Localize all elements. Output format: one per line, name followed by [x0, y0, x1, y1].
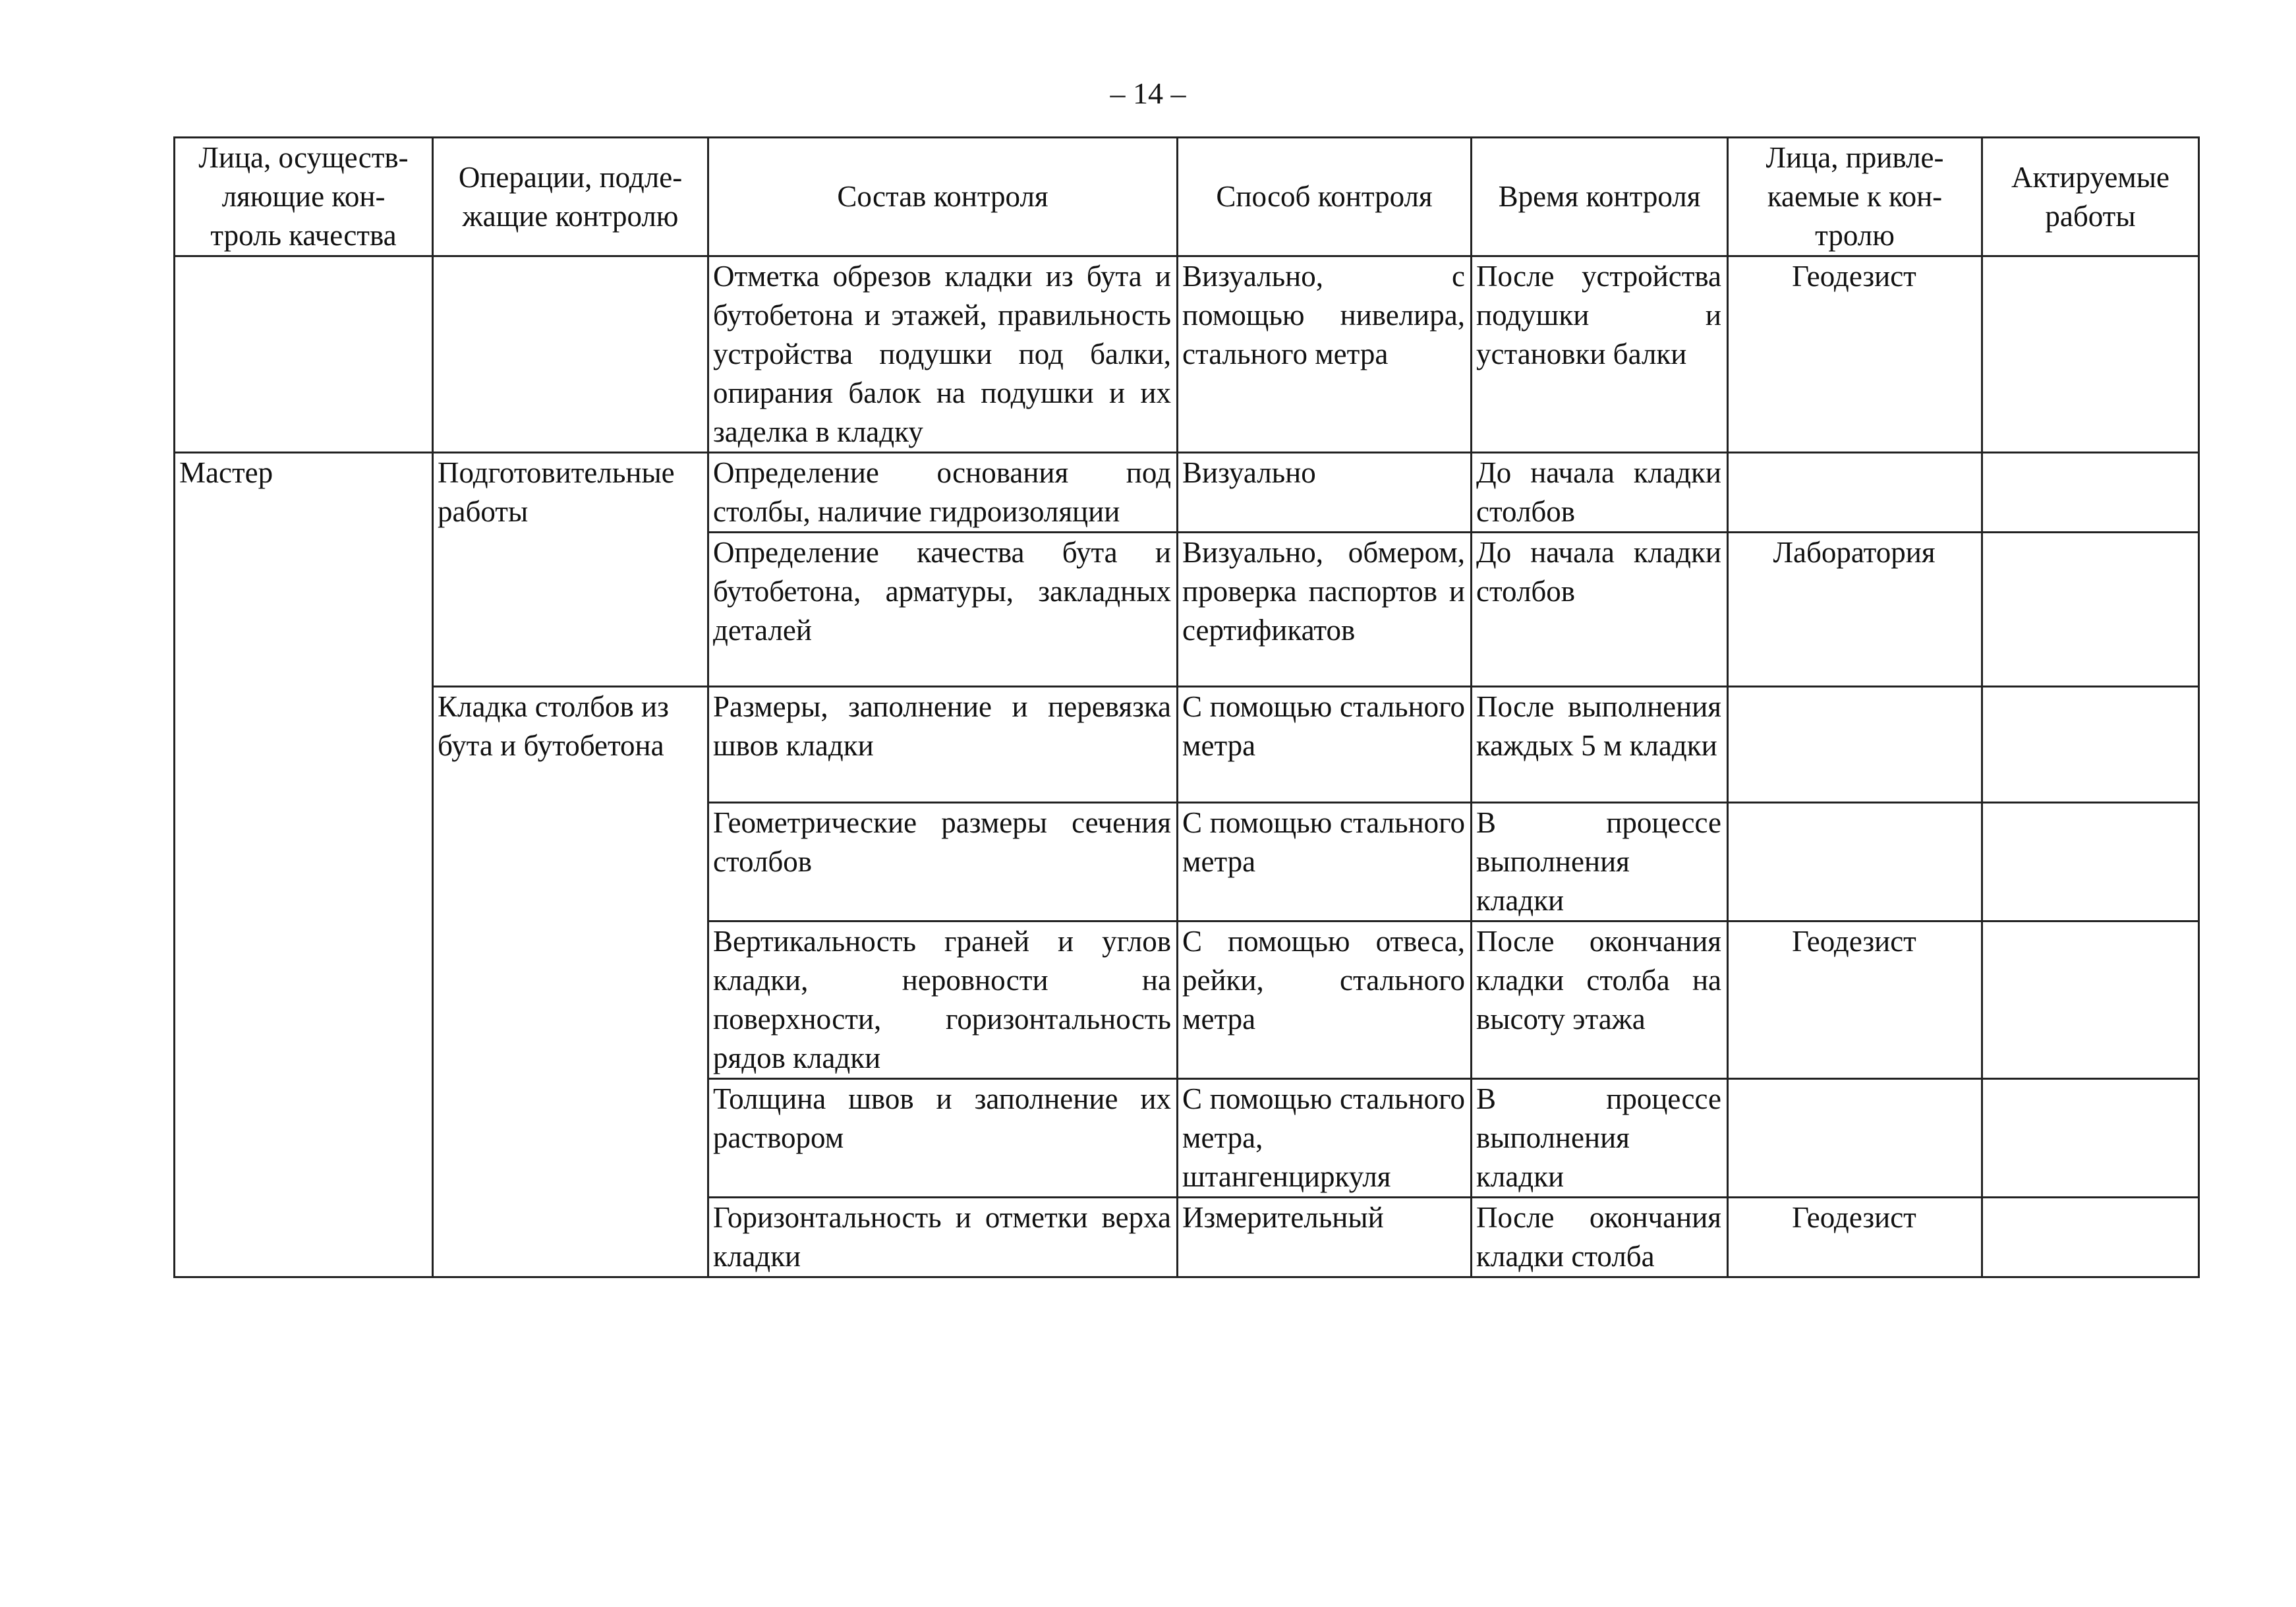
cell-acts [1982, 453, 2199, 533]
header-row [175, 138, 2199, 256]
header-acts: Актируемые работы [1982, 138, 2199, 256]
header-time: Время контроля [1472, 138, 1728, 256]
cell-acts [1982, 921, 2199, 1079]
cell-method: Визуально, обмером, проверка паспортов и сертификатов [1178, 533, 1472, 687]
cell-acts [1982, 256, 2199, 453]
cell-acts [1982, 1079, 2199, 1198]
table-row [175, 256, 2199, 453]
cell-method: Визуально, с помощью нивелира, стального метра [1178, 256, 1472, 453]
cell-time: До начала кладки столбов [1472, 453, 1728, 533]
cell-composition: Толщина швов и заполнение их раствором [708, 1079, 1178, 1198]
cell-composition: Горизонтальность и отметки верха кладки [708, 1198, 1178, 1277]
cell-person [175, 256, 433, 453]
quality-control-table [173, 136, 2200, 1278]
table-row [175, 453, 2199, 533]
cell-operation: Подготовительные работы [433, 453, 708, 687]
cell-time: После выполнения каждых 5 м кладки [1472, 687, 1728, 803]
cell-involved [1728, 1079, 1982, 1198]
cell-involved [1728, 453, 1982, 533]
cell-composition: Размеры, заполнение и перевязка швов кладки [708, 687, 1178, 803]
cell-person: Мастер [175, 453, 433, 1277]
header-operations: Операции, подле- жащие контролю [433, 138, 708, 256]
cell-involved [1728, 803, 1982, 921]
cell-time: После окончания кладки столба на высоту этажа [1472, 921, 1728, 1079]
cell-operation: Кладка столбов из бута и бутобетона [433, 687, 708, 1277]
cell-acts [1982, 533, 2199, 687]
cell-acts [1982, 803, 2199, 921]
cell-composition: Вертикальность граней и углов кладки, неровности на поверхности, горизонтальность рядов кладки [708, 921, 1178, 1079]
cell-method: Измерительный [1178, 1198, 1472, 1277]
cell-time: В процессе выполнения кладки [1472, 803, 1728, 921]
page-number: – 14 – [1110, 76, 1186, 110]
cell-method: С помощью стального метра [1178, 803, 1472, 921]
cell-composition: Определение качества бута и бутобетона, арматуры, закладных деталей [708, 533, 1178, 687]
cell-method: С помощью стального метра, штангенциркуля [1178, 1079, 1472, 1198]
cell-composition: Геометрические размеры сечения столбов [708, 803, 1178, 921]
cell-time: После устройства подушки и установки балки [1472, 256, 1728, 453]
cell-method: С помощью стального метра [1178, 687, 1472, 803]
cell-time: В процессе выполнения кладки [1472, 1079, 1728, 1198]
cell-operation [433, 256, 708, 453]
cell-involved [1728, 687, 1982, 803]
cell-involved: Геодезист [1728, 1198, 1982, 1277]
header-method: Способ контроля [1178, 138, 1472, 256]
cell-method: Визуально [1178, 453, 1472, 533]
header-persons: Лица, осуществ- ляющие кон- троль качества [175, 138, 433, 256]
cell-involved: Геодезист [1728, 256, 1982, 453]
cell-acts [1982, 687, 2199, 803]
cell-time: До начала кладки столбов [1472, 533, 1728, 687]
header-composition: Состав контроля [708, 138, 1178, 256]
cell-composition: Определение основания под столбы, наличие гидроизоляции [708, 453, 1178, 533]
cell-involved: Геодезист [1728, 921, 1982, 1079]
cell-time: После окончания кладки столба [1472, 1198, 1728, 1277]
cell-composition: Отметка обрезов кладки из бута и бутобетона и этажей, правильность устройства подушки под балки, опирания балок на подушки и их заделка в кладку [708, 256, 1178, 453]
table-row [175, 687, 2199, 803]
header-involved: Лица, привле- каемые к кон- тролю [1728, 138, 1982, 256]
cell-method: С помощью отвеса, рейки, стального метра [1178, 921, 1472, 1079]
cell-involved: Лаборатория [1728, 533, 1982, 687]
cell-acts [1982, 1198, 2199, 1277]
